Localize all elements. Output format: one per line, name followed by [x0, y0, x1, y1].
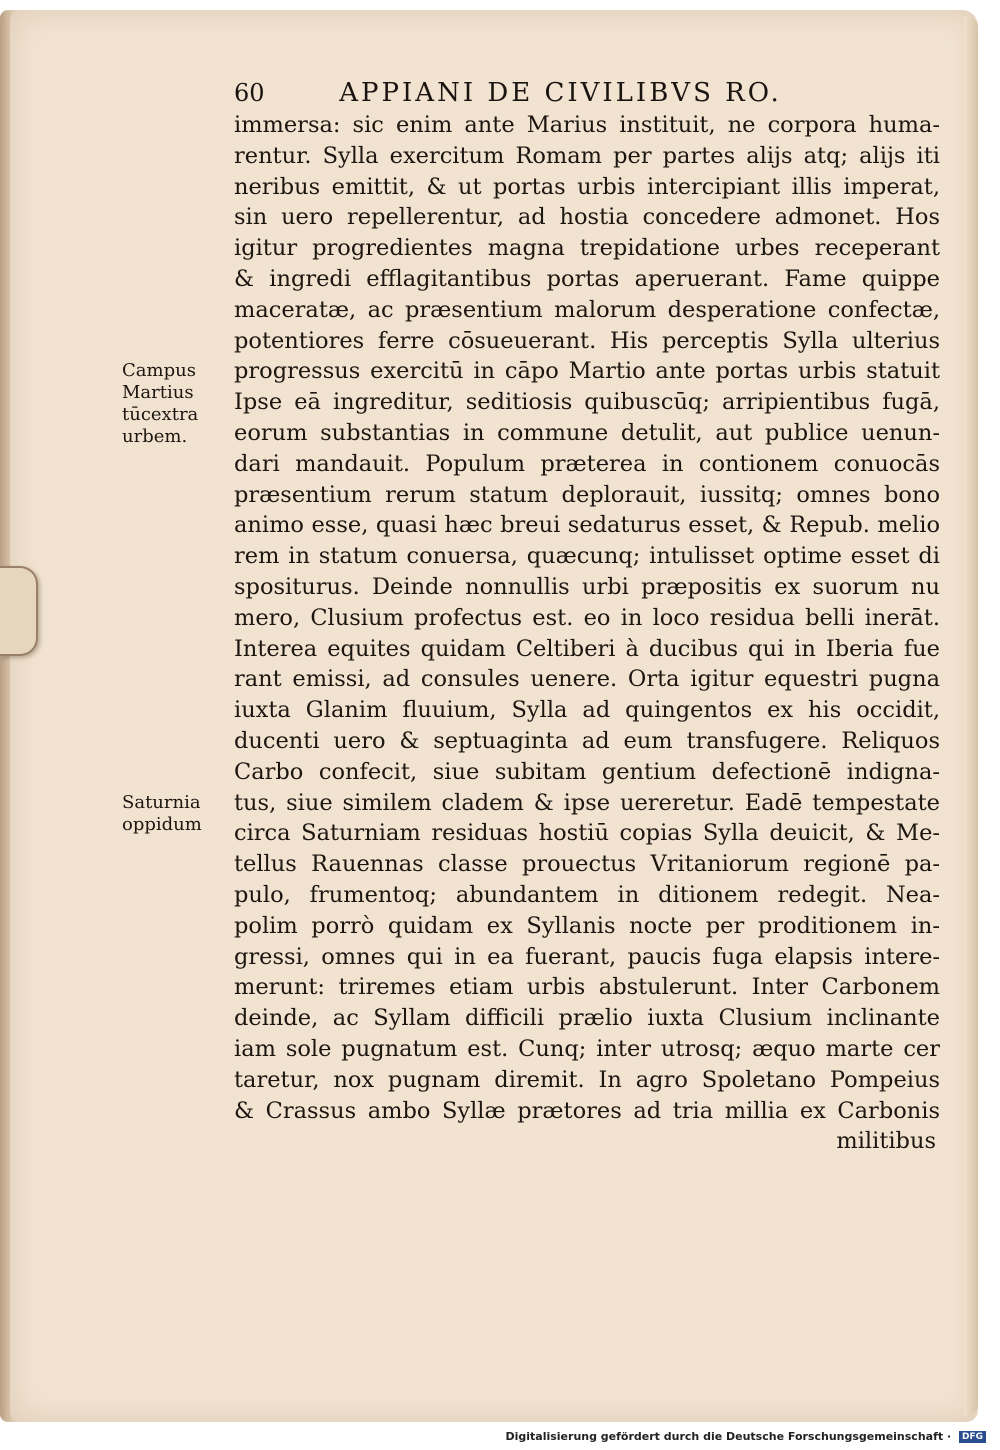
page-header — [234, 78, 934, 112]
text-line: rentur. Sylla exercitum Romam per partes alijs atq; alijs iti — [234, 142, 940, 169]
page-edge-right — [964, 16, 978, 1416]
text-line: tus, siue similem cladem & ipse uereretur. Eadē tempestate — [234, 789, 940, 816]
text-line: gressi, omnes qui in ea fuerant, paucis fuga elapsis intere- — [234, 943, 940, 970]
bookmark-tab — [0, 566, 38, 656]
dfg-logo-icon: DFG — [959, 1431, 986, 1443]
text-line: polim porrò quidam ex Syllanis nocte per proditionem in- — [234, 912, 940, 939]
text-line: rant emissi, ad consules uenere. Orta igitur equestri pugna — [234, 666, 940, 693]
running-title: APPIANI DE CIVILIBVS RO. — [339, 78, 782, 108]
text-line: ducenti uero & septuaginta ad eum transfugere. Reliquos — [234, 727, 940, 754]
text-line: immersa: sic enim ante Marius instituit, ne corpora huma- — [234, 112, 940, 138]
marginal-note-saturnia — [122, 792, 226, 836]
text-line: iam sole pugnatum est. Cunq; inter utrosq; æquo marte cer — [234, 1035, 940, 1062]
catchword: militibus — [836, 1128, 936, 1155]
text-line: iuxta Glanim fluuium, Sylla ad quingentos ex his occidit, — [234, 697, 940, 724]
marginal-note-line: Campus — [122, 360, 196, 381]
text-line: Ipse eā ingreditur, seditiosis quibuscūq; arripientibus fugā, — [234, 389, 940, 416]
text-line: & Crassus ambo Syllæ prætores ad tria millia ex Carbonis — [234, 1097, 940, 1124]
text-line: neribus emittit, & ut portas urbis intercipiant illis imperat, — [234, 173, 940, 200]
text-line: sin uero repellerentur, ad hostia concedere admonet. Hos — [234, 204, 940, 231]
marginal-note-line: Martius — [122, 382, 194, 403]
text-line: animo esse, quasi hæc breui sedaturus esset, & Repub. melio — [234, 512, 940, 539]
page-number: 60 — [234, 79, 265, 107]
marginal-note-line: Saturnia — [122, 792, 201, 813]
text-line: dari mandauit. Populum præterea in contionem conuocās — [234, 450, 940, 477]
text-line: spositurus. Deinde nonnullis urbi præpositis ex suorum nu — [234, 573, 940, 600]
marginal-note-line: urbem. — [122, 426, 188, 447]
marginal-note-line: oppidum — [122, 814, 202, 835]
text-line: progressus exercitū in cāpo Martio ante portas urbis statuit — [234, 358, 940, 385]
text-line: pulo, frumentoq; abundantem in ditionem redegit. Nea- — [234, 881, 940, 908]
text-line: maceratæ, ac præsentium malorum desperatione confectæ, — [234, 296, 940, 323]
text-line: merunt: triremes etiam urbis abstulerunt. Inter Carbonem — [234, 974, 940, 1001]
text-line: Interea equites quidam Celtiberi à ducibus qui in Iberia fue — [234, 635, 940, 662]
marginal-note-campus — [122, 360, 226, 448]
text-line: igitur progredientes magna trepidatione urbes receperant — [234, 235, 940, 262]
text-line: & ingredi efflagitantibus portas aperuerant. Fame quippe — [234, 265, 940, 292]
text-line: eorum substantias in commune detulit, aut publice uenun- — [234, 419, 940, 446]
text-line: tellus Rauennas classe prouectus Vritaniorum regionē pa- — [234, 851, 940, 878]
text-line: Carbo confecit, siue subitam gentium defectionē indigna- — [234, 758, 940, 785]
text-line: circa Saturniam residuas hostiū copias Sylla deuicit, & Me- — [234, 820, 940, 847]
marginal-note-line: tūcextra — [122, 404, 199, 425]
digitization-footer — [505, 1430, 986, 1443]
body-text — [234, 110, 940, 1157]
text-line: deinde, ac Syllam difficili prælio iuxta Clusium inclinante — [234, 1005, 940, 1032]
text-line: præsentium rerum statum deplorauit, iussitq; omnes bono — [234, 481, 940, 508]
text-line: rem in statum conuersa, quæcunq; intulisset optime esset di — [234, 543, 940, 570]
footer-text: Digitalisierung gefördert durch die Deutsche Forschungsgemeinschaft · — [505, 1430, 952, 1443]
text-line: potentiores ferre cōsueuerant. His perceptis Sylla ulterius — [234, 327, 940, 354]
text-line: taretur, nox pugnam diremit. In agro Spoletano Pompeius — [234, 1066, 940, 1093]
text-line: mero, Clusium profectus est. eo in loco residua belli inerāt. — [234, 604, 940, 631]
